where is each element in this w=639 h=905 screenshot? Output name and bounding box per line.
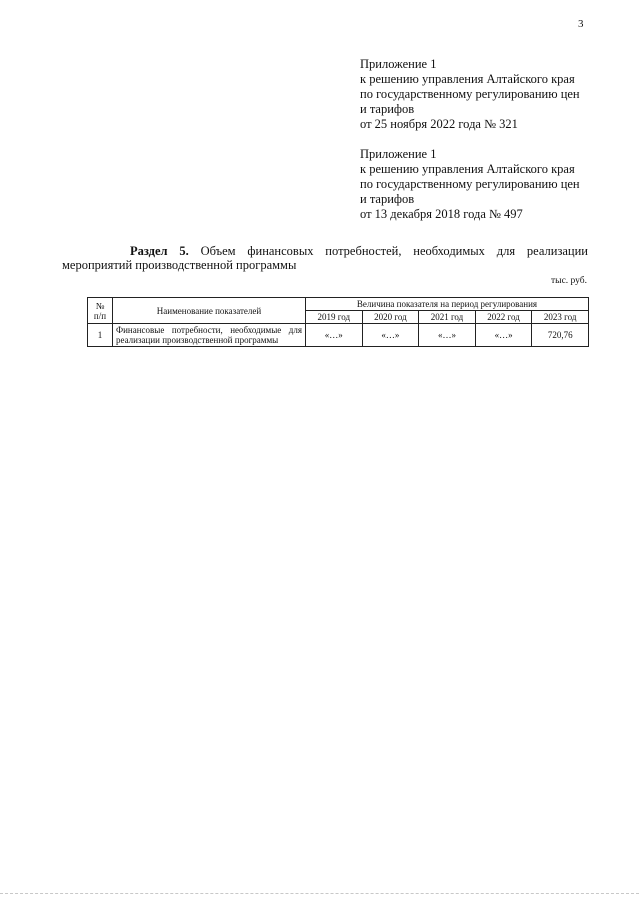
row-value: «…» — [362, 324, 419, 347]
row-value: «…» — [306, 324, 363, 347]
section-heading — [62, 244, 588, 272]
header-year: 2022 год — [475, 311, 532, 324]
row-name: Финансовые потребности, необходимые для реализации производственной программы — [113, 324, 306, 347]
row-value: «…» — [475, 324, 532, 347]
financial-needs-table — [87, 297, 589, 347]
row-value: «…» — [419, 324, 476, 347]
table-row — [88, 324, 589, 347]
header-period: Величина показателя на период регулирования — [306, 298, 589, 311]
section-heading-line1 — [88, 244, 588, 258]
appendix-line: Приложение 1 — [360, 57, 437, 71]
header-year: 2020 год — [362, 311, 419, 324]
appendix-line: по государственному регулированию цен — [360, 177, 580, 191]
appendix-line: и тарифов — [360, 192, 415, 206]
appendix-line: от 13 декабря 2018 года № 497 — [360, 207, 523, 221]
page-number: 3 — [578, 18, 584, 30]
appendix-line: к решению управления Алтайского края — [360, 72, 575, 86]
appendix-line: к решению управления Алтайского края — [360, 162, 575, 176]
header-year: 2021 год — [419, 311, 476, 324]
appendix-block-original — [360, 147, 610, 222]
appendix-line: от 25 ноября 2022 года № 321 — [360, 117, 518, 131]
scan-edge-line — [0, 893, 639, 894]
appendix-line: Приложение 1 — [360, 147, 437, 161]
unit-label: тыс. руб. — [551, 276, 587, 286]
section-label: Раздел 5. — [130, 244, 189, 258]
appendix-line: и тарифов — [360, 102, 415, 116]
section-title-line1: Объем финансовых потребностей, необходимых для реализации — [200, 244, 588, 258]
section-title-line2: мероприятий производственной программы — [62, 258, 297, 272]
row-value: 720,76 — [532, 324, 589, 347]
header-year: 2019 год — [306, 311, 363, 324]
table-header-row — [88, 298, 589, 311]
header-name: Наименование показателей — [113, 298, 306, 324]
header-num: № п/п — [88, 298, 113, 324]
appendix-line: по государственному регулированию цен — [360, 87, 580, 101]
appendix-block-current — [360, 57, 610, 132]
row-num: 1 — [88, 324, 113, 347]
header-year: 2023 год — [532, 311, 589, 324]
